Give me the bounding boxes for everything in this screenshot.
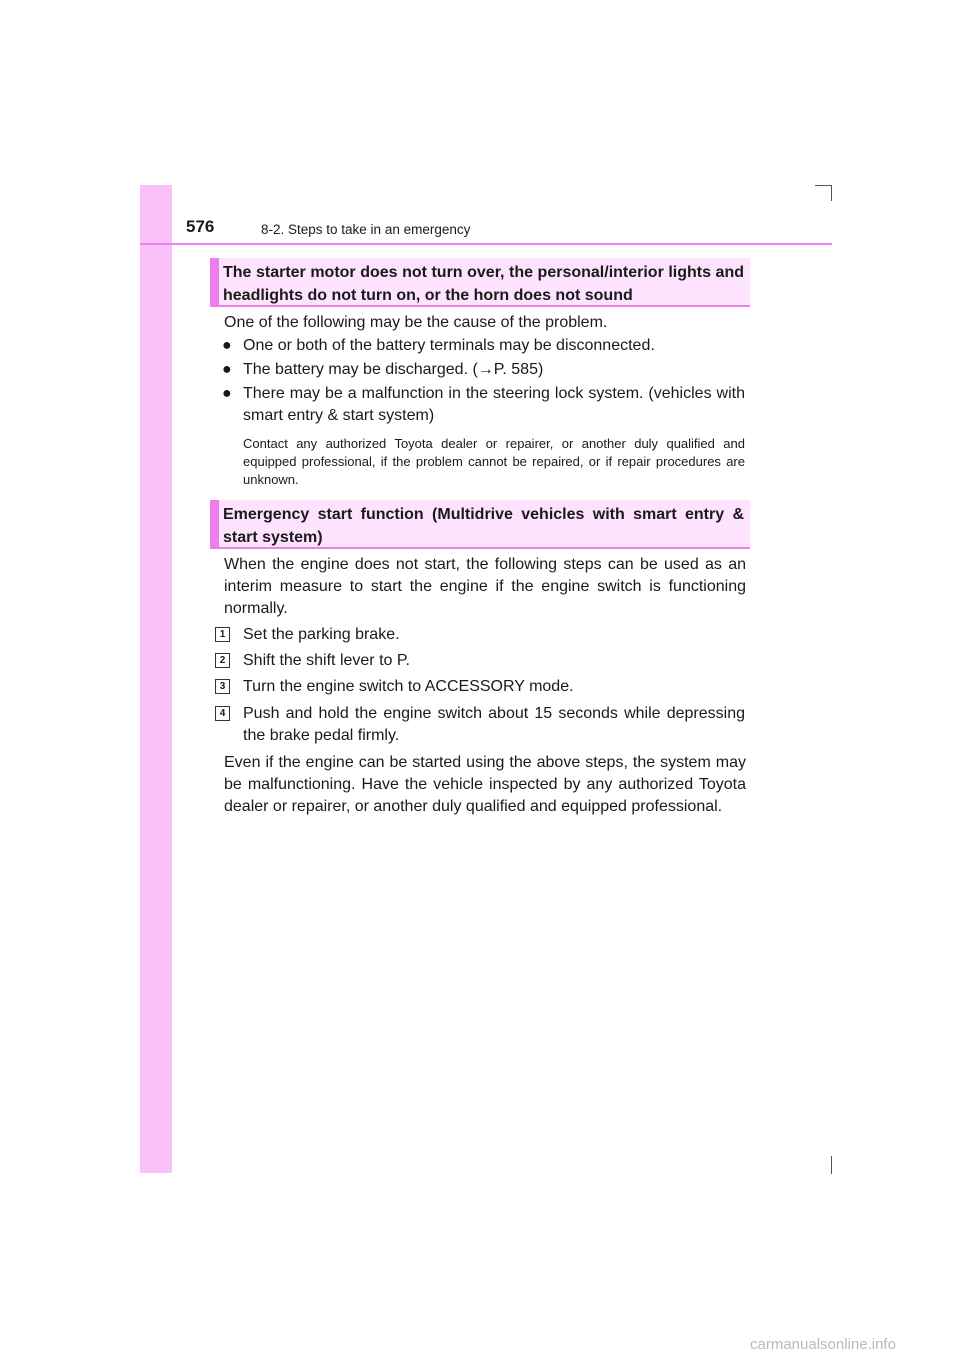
step-text: Push and hold the engine switch about 15 seconds while depressing the brake pedal firmly. xyxy=(243,705,745,744)
crop-mark-bottom-right xyxy=(831,1156,832,1174)
bullet-item-battery: The battery may be discharged. (→P. 585) xyxy=(243,361,544,378)
bullet-icon: ● xyxy=(222,337,232,354)
section2-outro: Even if the engine can be started using the above steps, the system may be malfunctioning. Have the vehicle inspected by any authorized Toyota dealer or repairer, or another duly qualified and equipped professional. xyxy=(224,754,746,815)
bullet-icon: ● xyxy=(222,385,232,402)
footer-watermark: carmanualsonline.info xyxy=(750,1336,896,1353)
bullet-icon: ● xyxy=(222,361,232,378)
crop-mark-top-right-v xyxy=(831,185,832,201)
side-tab-strip xyxy=(140,185,172,1173)
step-number-badge: 4 xyxy=(215,706,230,721)
bullet-item-terminals: One or both of the battery terminals may be disconnected. xyxy=(243,337,655,354)
header-rule xyxy=(140,243,832,245)
page-number: 576 xyxy=(186,217,215,236)
step-number-badge: 1 xyxy=(215,627,230,642)
section-reference: 8-2. Steps to take in an emergency xyxy=(261,222,471,237)
section1-note: Contact any authorized Toyota dealer or repairer, or another duly qualified and equipped professional, if the problem cannot be repaired, or if repair procedures are unknown. xyxy=(243,436,745,487)
section-heading-emergency-start: Emergency start function (Multidrive vehicles with smart entry & start system) xyxy=(210,500,750,549)
step-text: Turn the engine switch to ACCESSORY mode. xyxy=(243,678,574,695)
crop-mark-top-right-h xyxy=(815,185,831,186)
section2-intro: When the engine does not start, the following steps can be used as an interim measure to start the engine if the engine switch is functioning normally. xyxy=(224,556,746,617)
step-number-badge: 3 xyxy=(215,679,230,694)
step-number-badge: 2 xyxy=(215,653,230,668)
section1-intro: One of the following may be the cause of the problem. xyxy=(224,314,608,331)
step-text: Shift the shift lever to P. xyxy=(243,652,410,669)
step-text: Set the parking brake. xyxy=(243,626,400,643)
bullet-item-steering-lock: There may be a malfunction in the steering lock system. (vehicles with smart entry & start system) xyxy=(243,385,745,424)
section-heading-starter-problem: The starter motor does not turn over, the personal/interior lights and headlights do not turn on, or the horn does not sound xyxy=(210,258,750,307)
